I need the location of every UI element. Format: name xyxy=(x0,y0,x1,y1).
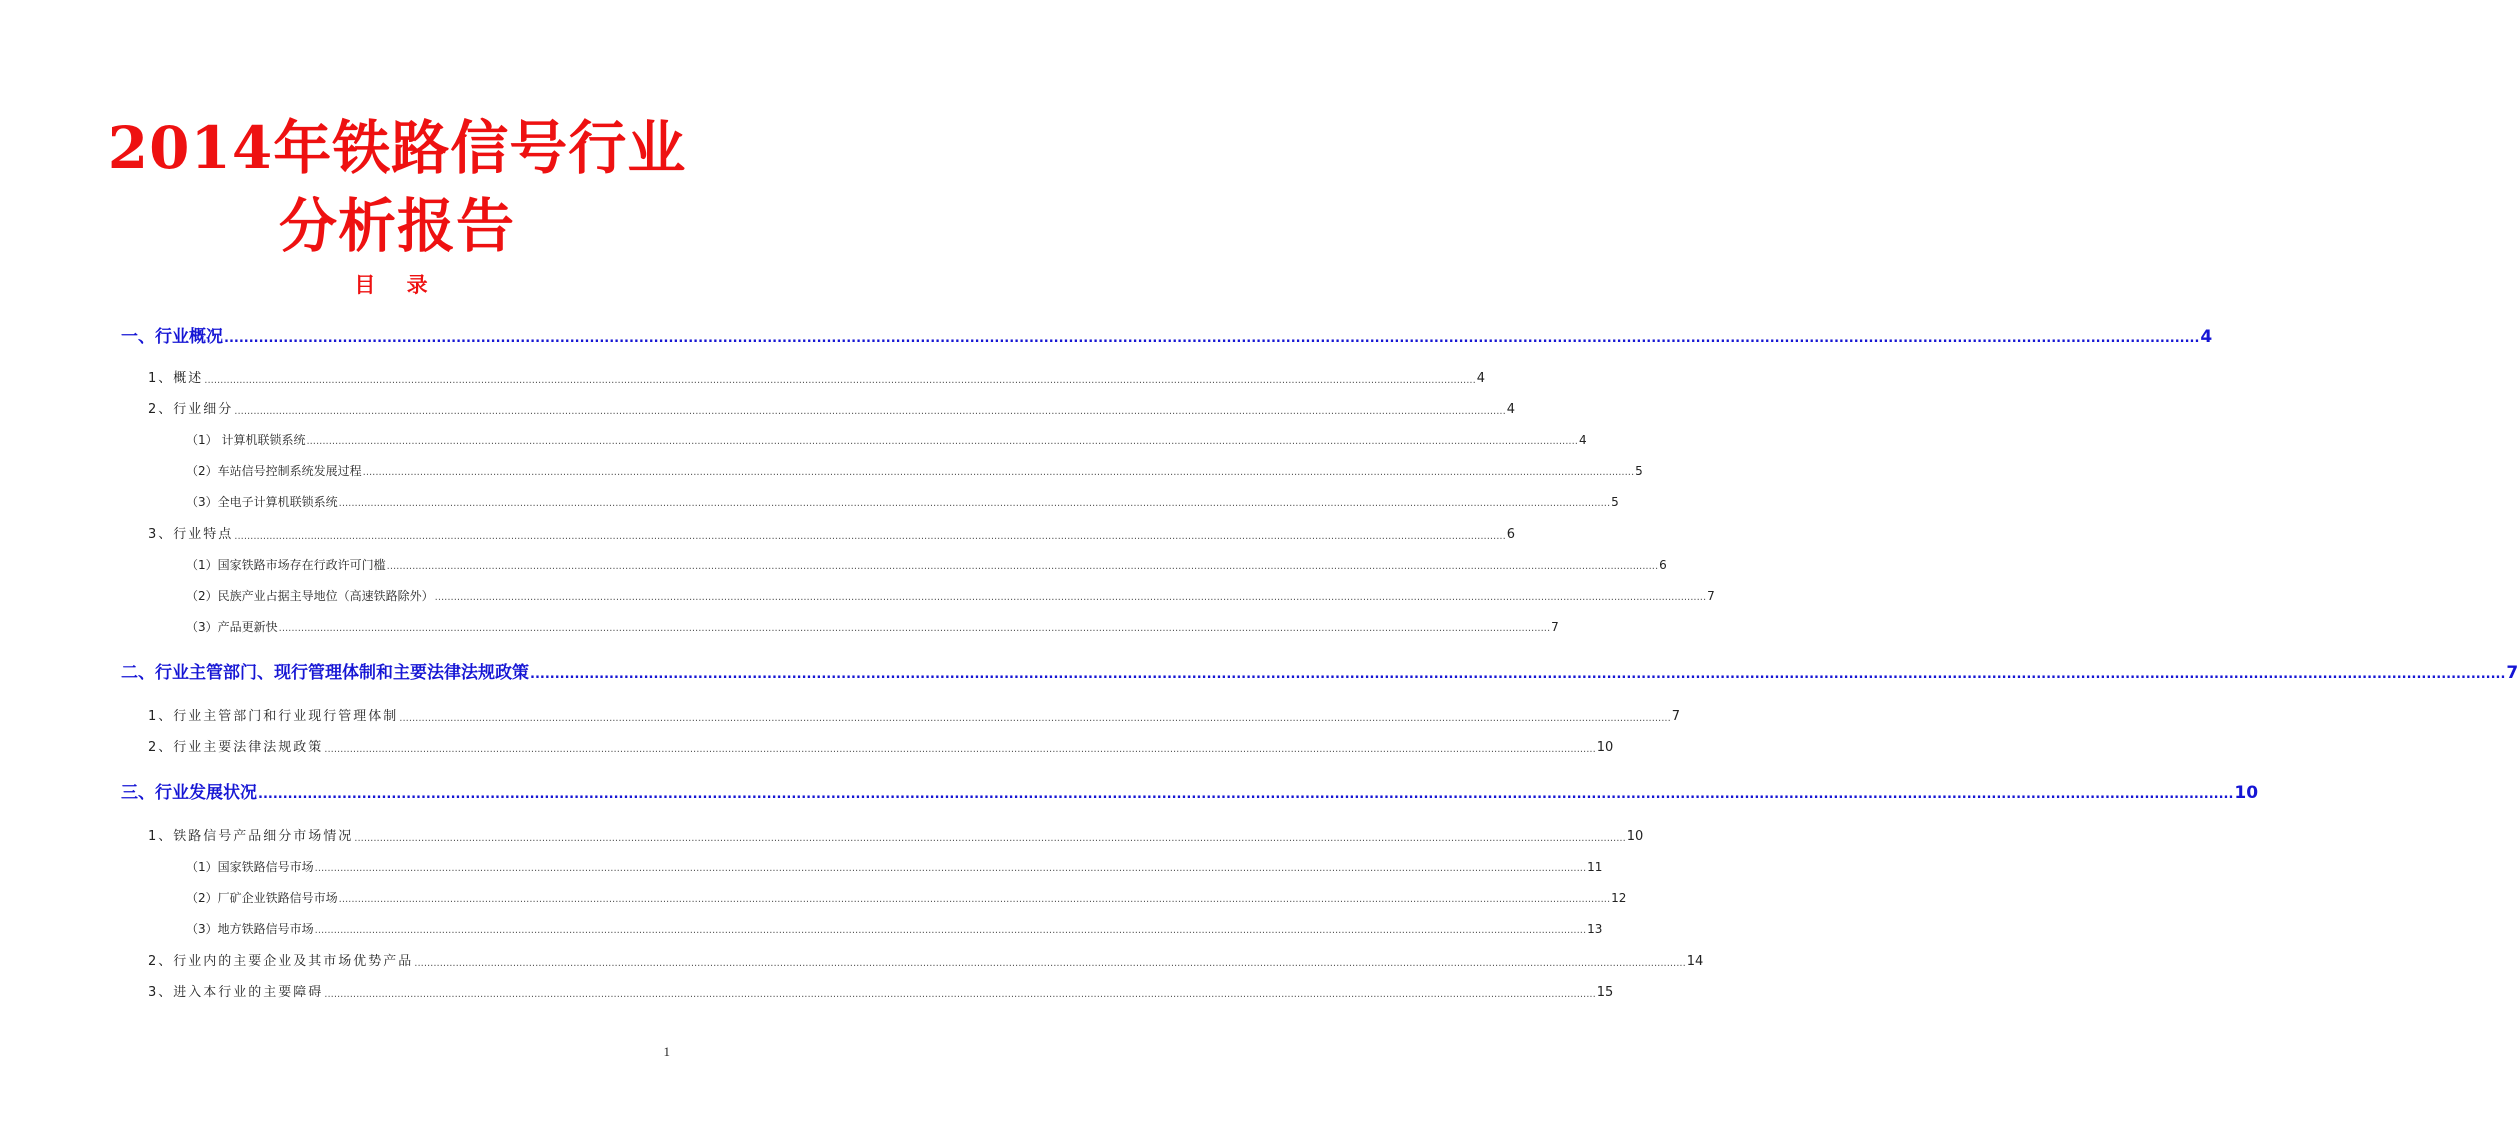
toc-entry-page: 7 xyxy=(1707,589,1715,603)
toc-entry[interactable] xyxy=(186,557,1667,574)
toc-entry[interactable] xyxy=(148,526,1516,544)
toc-leader-dots: ................................................................................................................................................................................................................................................................................................................................................................................................................ xyxy=(234,531,1506,542)
toc-leader-dots: ................................................................................................................................................................................................................................................................................................................................................................................................................ xyxy=(338,894,1611,905)
toc-entry-page: 10 xyxy=(1596,740,1614,755)
toc-entry-label: （3）全电子计算机联锁系统 xyxy=(186,495,338,509)
toc-entry-page: 4 xyxy=(1578,433,1587,447)
toc-entry-label: 1、行业主管部门和行业现行管理体制 xyxy=(148,709,399,724)
toc-leader-dots: ................................................................................................................................................................................................................................................................................................................................................................................................................ xyxy=(324,989,1596,1000)
toc-entry-page: 13 xyxy=(1587,922,1603,936)
toc-entry[interactable] xyxy=(148,828,1644,846)
toc-entry[interactable] xyxy=(186,463,1643,480)
toc-entry-page: 5 xyxy=(1611,495,1619,509)
document-title-line-2: 分析报告 xyxy=(278,192,515,260)
toc-leader-dots: ................................................................................................................................................................................................................................................................................................................................................................................................................ xyxy=(234,406,1506,417)
toc-entry-page: 4 xyxy=(1476,371,1486,386)
toc-entry-page: 4 xyxy=(1506,402,1516,417)
page-number: 1 xyxy=(663,1044,670,1059)
toc-leader-dots: ................................................................................................................................................................................................................................................................................................................................................................................................................ xyxy=(306,436,1578,447)
toc-leader-dots: ................................................................................................................................................................................................................................................................................................................................................................................................................ xyxy=(314,863,1587,874)
toc-entry[interactable] xyxy=(148,739,1614,757)
toc-leader-dots: ................................................................................................................................................................................................................................................................................................................................................................................................................ xyxy=(314,925,1587,936)
toc-entry-page: 7 xyxy=(2506,663,2518,683)
toc-entry-page: 7 xyxy=(1551,620,1559,634)
toc-leader-dots: ................................................................................................................................................................................................................................................................................................................................................................................................................ xyxy=(530,667,2506,682)
toc-entry[interactable] xyxy=(148,984,1614,1002)
toc-entry[interactable] xyxy=(121,782,2259,804)
toc-entry-label: （1）国家铁路信号市场 xyxy=(186,860,314,874)
toc-entry-page: 5 xyxy=(1635,464,1643,478)
toc-entry-label: 一、行业概况 xyxy=(121,327,223,347)
toc-entry-label: 2、行业细分 xyxy=(148,402,234,417)
toc-entry-label: （2）厂矿企业铁路信号市场 xyxy=(186,891,338,905)
toc-entry[interactable] xyxy=(121,662,2518,684)
toc-leader-dots: ................................................................................................................................................................................................................................................................................................................................................................................................................ xyxy=(362,467,1635,478)
toc-entry[interactable] xyxy=(148,953,1704,971)
toc-entry[interactable] xyxy=(186,432,1587,449)
toc-entry[interactable] xyxy=(148,370,1486,388)
toc-entry[interactable] xyxy=(186,588,1715,605)
toc-leader-dots: ................................................................................................................................................................................................................................................................................................................................................................................................................ xyxy=(224,331,2200,346)
toc-entry-page: 6 xyxy=(1506,527,1516,542)
toc-entry-page: 10 xyxy=(2234,783,2259,803)
document-title-line-1: 2014年铁路信号行业 xyxy=(107,114,687,182)
toc-entry-label: （1） 计算机联锁系统 xyxy=(186,433,306,447)
toc-entry-page: 12 xyxy=(1611,891,1627,905)
toc-entry-page: 15 xyxy=(1596,985,1614,1000)
toc-entry[interactable] xyxy=(186,890,1627,907)
toc-leader-dots: ................................................................................................................................................................................................................................................................................................................................................................................................................ xyxy=(414,958,1686,969)
toc-entry-label: （2）车站信号控制系统发展过程 xyxy=(186,464,362,478)
toc-leader-dots: ................................................................................................................................................................................................................................................................................................................................................................................................................ xyxy=(338,498,1611,509)
toc-leader-dots: ................................................................................................................................................................................................................................................................................................................................................................................................................ xyxy=(386,561,1659,572)
toc-entry-label: 2、行业主要法律法规政策 xyxy=(148,740,324,755)
toc-entry[interactable] xyxy=(148,401,1516,419)
toc-leader-dots: ................................................................................................................................................................................................................................................................................................................................................................................................................ xyxy=(354,833,1626,844)
toc-leader-dots: ................................................................................................................................................................................................................................................................................................................................................................................................................ xyxy=(434,592,1707,603)
toc-entry-page: 10 xyxy=(1626,829,1644,844)
toc-heading: 目 录 xyxy=(354,273,440,297)
toc-entry-label: 3、行业特点 xyxy=(148,527,234,542)
toc-entry[interactable] xyxy=(186,921,1603,938)
toc-entry-label: 1、概述 xyxy=(148,371,204,386)
toc-entry-page: 14 xyxy=(1686,954,1704,969)
toc-entry-label: 2、行业内的主要企业及其市场优势产品 xyxy=(148,954,414,969)
toc-entry-page: 11 xyxy=(1587,860,1603,874)
toc-leader-dots: ................................................................................................................................................................................................................................................................................................................................................................................................................ xyxy=(399,713,1671,724)
toc-entry[interactable] xyxy=(148,708,1681,726)
toc-leader-dots: ................................................................................................................................................................................................................................................................................................................................................................................................................ xyxy=(324,744,1596,755)
toc-entry-label: 1、铁路信号产品细分市场情况 xyxy=(148,829,354,844)
toc-entry[interactable] xyxy=(186,859,1603,876)
toc-entry-label: 3、进入本行业的主要障碍 xyxy=(148,985,324,1000)
toc-entry-label: 二、行业主管部门、现行管理体制和主要法律法规政策 xyxy=(121,663,529,683)
toc-entry[interactable] xyxy=(186,494,1619,511)
toc-entry-page: 4 xyxy=(2200,327,2213,347)
toc-entry-label: 三、行业发展状况 xyxy=(121,783,257,803)
toc-entry-label: （2）民族产业占据主导地位（高速铁路除外） xyxy=(186,589,434,603)
toc-entry-label: （1）国家铁路市场存在行政许可门槛 xyxy=(186,558,386,572)
toc-entry-label: （3）产品更新快 xyxy=(186,620,278,634)
toc-entry-label: （3）地方铁路信号市场 xyxy=(186,922,314,936)
toc-entry[interactable] xyxy=(186,619,1559,636)
toc-entry[interactable] xyxy=(121,326,2213,348)
toc-leader-dots: ................................................................................................................................................................................................................................................................................................................................................................................................................ xyxy=(204,375,1476,386)
toc-entry-page: 6 xyxy=(1659,558,1667,572)
toc-leader-dots: ................................................................................................................................................................................................................................................................................................................................................................................................................ xyxy=(278,623,1551,634)
toc-leader-dots: ................................................................................................................................................................................................................................................................................................................................................................................................................ xyxy=(258,787,2234,802)
toc-entry-page: 7 xyxy=(1671,709,1681,724)
